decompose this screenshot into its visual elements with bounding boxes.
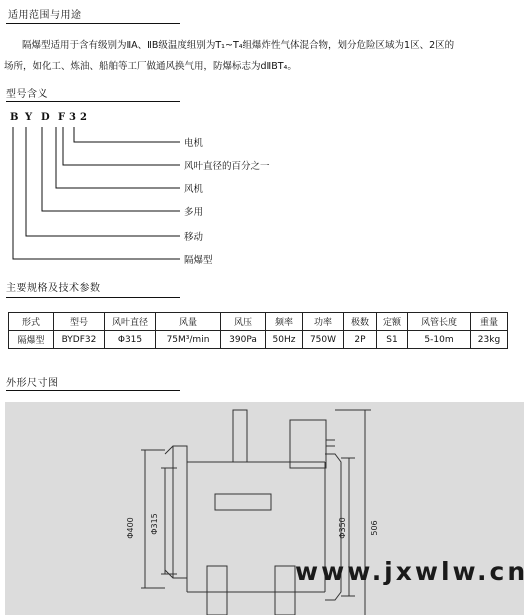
- dim-label-350: Φ350: [338, 517, 347, 539]
- spec-table: [8, 312, 508, 349]
- code-letter-2: 2: [80, 112, 87, 123]
- table-cell: 750W: [303, 331, 344, 349]
- table-header-cell: 重量: [471, 313, 508, 331]
- table-cell: 23kg: [471, 331, 508, 349]
- code-letter-y: Y: [25, 112, 33, 123]
- code-letter-d: D: [41, 112, 50, 123]
- table-cell: 390Pa: [221, 331, 266, 349]
- scope-paragraph-line1: 隔爆型适用于含有级别为ⅡA、ⅡB级温度组别为T₁~T₄组爆炸性气体混合物，划分危险区域为1区、2区的: [22, 40, 455, 51]
- code-letter-b: B: [10, 112, 19, 123]
- table-header-row: [9, 313, 508, 331]
- table-header-cell: 风管长度: [408, 313, 471, 331]
- table-cell: BYDF32: [54, 331, 105, 349]
- table-row: [9, 331, 508, 349]
- table-header-cell: 型号: [54, 313, 105, 331]
- code-letter-f: F: [58, 112, 66, 123]
- legend-mobile: 移动: [184, 232, 204, 243]
- legend-motor: 电机: [184, 138, 204, 149]
- legend-multi-use: 多用: [184, 207, 204, 218]
- dim-label-506: 506: [370, 520, 379, 536]
- section-title-specs: 主要规格及技术参数: [6, 283, 101, 294]
- legend-explosion-proof: 隔爆型: [184, 255, 213, 266]
- table-header-cell: 极数: [344, 313, 377, 331]
- table-header-cell: 风量: [156, 313, 221, 331]
- scope-paragraph-line2: 场所，如化工、炼油、船舶等工厂做通风换气用，防爆标志为dⅡBT₄。: [4, 61, 297, 72]
- section-divider: [6, 390, 180, 391]
- dim-label-400: Φ400: [126, 517, 135, 539]
- table-cell: 5-10m: [408, 331, 471, 349]
- table-header-cell: 功率: [303, 313, 344, 331]
- section-title-model-meaning: 型号含义: [6, 89, 48, 100]
- watermark: www.jxwlw.cn: [295, 557, 529, 586]
- table-cell: 2P: [344, 331, 377, 349]
- table-cell: Φ315: [105, 331, 156, 349]
- table-header-cell: 风叶直径: [105, 313, 156, 331]
- table-cell: 75M³/min: [156, 331, 221, 349]
- table-header-cell: 形式: [9, 313, 54, 331]
- section-title-dimensions: 外形尺寸图: [6, 378, 59, 389]
- legend-blade-diameter: 风叶直径的百分之一: [184, 161, 270, 172]
- dimension-drawing: [5, 402, 529, 615]
- table-cell: S1: [377, 331, 408, 349]
- table-header-cell: 频率: [266, 313, 303, 331]
- table-cell: 隔爆型: [9, 331, 54, 349]
- table-header-cell: 风压: [221, 313, 266, 331]
- section-title-scope: 适用范围与用途: [8, 10, 82, 21]
- legend-fan: 风机: [184, 184, 204, 195]
- dim-label-315: Φ315: [150, 513, 159, 535]
- table-cell: 50Hz: [266, 331, 303, 349]
- section-divider: [6, 297, 180, 298]
- table-header-cell: 定额: [377, 313, 408, 331]
- model-code-leader-lines: [0, 0, 200, 270]
- code-letter-3: 3: [69, 112, 76, 123]
